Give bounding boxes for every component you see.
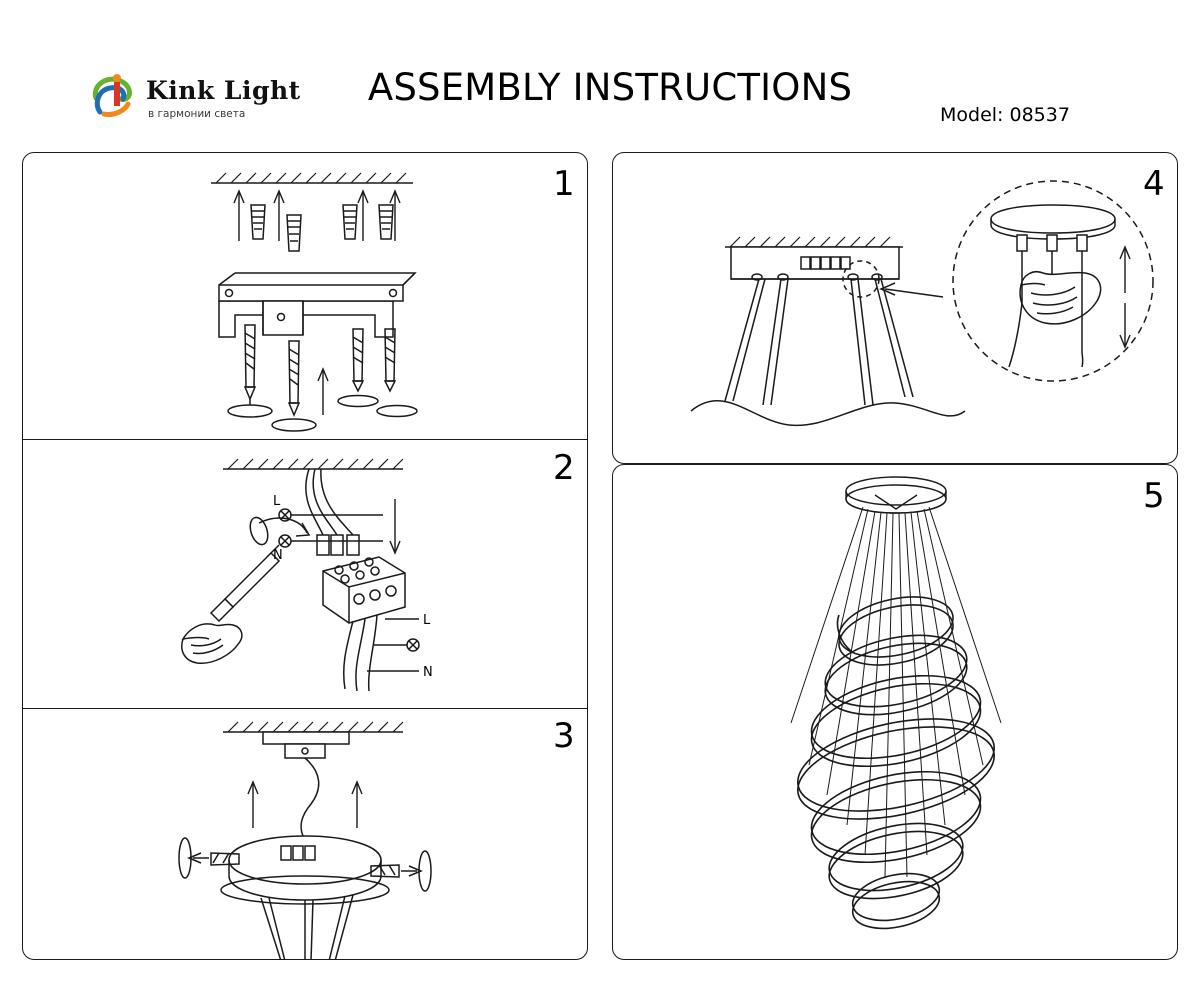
- step-number-2: 2: [553, 448, 575, 488]
- step-number-4: 4: [1143, 164, 1165, 204]
- label-L-out: L: [423, 613, 431, 628]
- figure-step-1: [23, 153, 588, 439]
- brand-logo: [90, 68, 310, 132]
- label-N-out: N: [423, 665, 433, 680]
- figure-step-3: [23, 708, 588, 960]
- figure-step-2: [23, 439, 588, 708]
- page-title: ASSEMBLY INSTRUCTIONS: [367, 66, 853, 109]
- brand-name: Kink Light: [146, 76, 301, 105]
- step-number-1: 1: [553, 164, 575, 204]
- panel-step-4: [612, 152, 1178, 464]
- figure-step-4: [613, 153, 1178, 464]
- panel-step-5: [612, 464, 1178, 960]
- page-header: [0, 60, 1200, 140]
- brand-tagline: в гармонии света: [148, 108, 246, 120]
- label-N-in: N: [273, 548, 283, 563]
- kinklight-swirl-logo-icon: [90, 72, 140, 120]
- model-label: Model: 08537: [940, 104, 1070, 126]
- step-number-5: 5: [1143, 476, 1165, 516]
- left-panel-group: [22, 152, 588, 960]
- figure-step-5: [613, 465, 1178, 960]
- step-number-3: 3: [553, 716, 575, 756]
- label-L-in: L: [273, 494, 281, 509]
